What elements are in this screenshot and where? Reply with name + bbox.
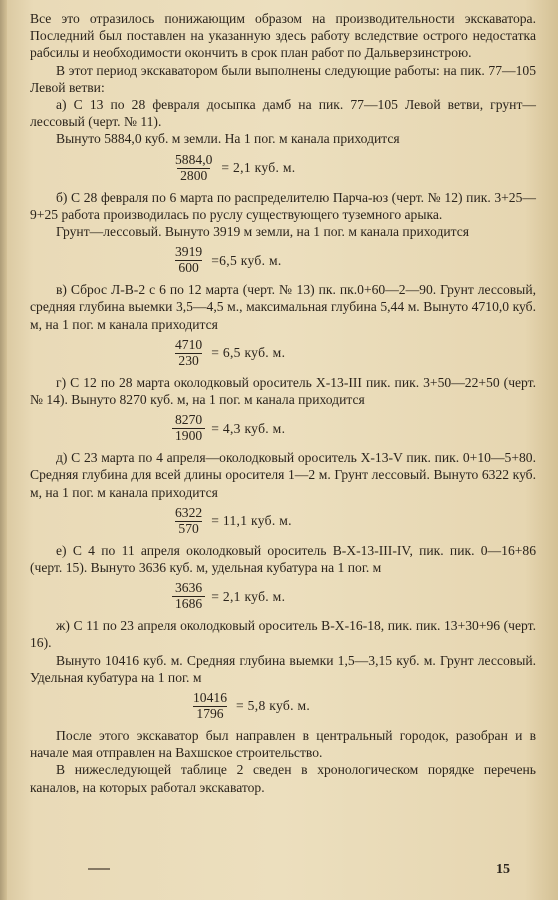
fraction-result: = 2,1 куб. м. xyxy=(211,588,286,604)
fraction-g xyxy=(30,410,536,446)
fraction-result: = 6,5 куб. м. xyxy=(211,345,286,361)
item-a: а) С 13 по 28 февраля досыпка дамб на пик. 77—105 Левой ветви, грунт—лессовый (черт. № 11). xyxy=(30,97,536,130)
fraction-denominator: 1900 xyxy=(172,428,205,443)
fraction-denominator: 570 xyxy=(175,521,201,536)
fraction-numerator: 6322 xyxy=(175,504,203,520)
fraction-b xyxy=(30,242,536,278)
fraction-denominator: 600 xyxy=(175,260,201,275)
fraction-result: =6,5 куб. м. xyxy=(211,252,282,268)
fraction-zh xyxy=(30,688,536,724)
fraction-denominator: 2800 xyxy=(177,168,210,183)
page-number: 15 xyxy=(496,861,510,877)
item-e: е) С 4 по 11 апреля околодковый ороситель В-Х-13-III-IV, пик. пик. 0—16+86 (черт. 15). Вынуто 3636 куб. м, удельная кубатура на 1 пог. м xyxy=(30,542,536,576)
fraction-denominator: 1686 xyxy=(172,596,205,611)
fraction-numerator: 8270 xyxy=(175,412,203,428)
fraction-numerator: 5884,0 xyxy=(175,151,213,167)
item-a-volume: Вынуто 5884,0 куб. м земли. На 1 пог. м канала приходится xyxy=(56,131,400,147)
fraction-d xyxy=(30,503,536,539)
paragraph-table-ref: В нижеследующей таблице 2 сведен в хронологическом порядке перечень каналов, на которых работал экскаватор. xyxy=(30,762,536,795)
item-b-volume: Грунт—лессовый. Вынуто 3919 м земли, на 1 пог. м канала приходится xyxy=(56,224,470,240)
item-b: б) С 28 февраля по 6 марта по распределителю Парча-юз (черт. № 12) пик. 3+25—9+25 работа производилась по руслу существующего туземного арыка. xyxy=(30,189,536,222)
fraction-denominator: 1796 xyxy=(193,706,226,721)
fraction-a xyxy=(30,150,536,186)
paragraph-period: В этот период экскаватором были выполнены следующие работы: на пик. 77—105 Левой ветви: xyxy=(30,62,536,95)
item-d: д) С 23 марта по 4 апреля—околодковый ороситель Х-13-V пик. пик. 0+10—5+80. Средняя глубина для всей длины оросителя 1—2 м. Грунт лессовый. Вынуто 6322 куб. м, на 1 пог. м канала приходится xyxy=(30,450,536,500)
fraction-v xyxy=(30,335,536,371)
fraction-result: = 11,1 куб. м. xyxy=(211,513,292,529)
paragraph-after: После этого экскаватор был направлен в центральный городок, разобран и в начале мая отправлен на Вахшское строительство. xyxy=(30,728,536,761)
fraction-numerator: 3636 xyxy=(175,580,203,596)
item-g: г) С 12 по 28 марта околодковый ороситель Х-13-III пик. пик. 3+50—22+50 (черт. № 14). Вынуто 8270 куб. м, на 1 пог. м канала приходится xyxy=(30,374,536,408)
paragraph-intro: Все это отразилось понижающим образом на производительности экскаватора. Последний был поставлен на указанную здесь работу вследствие острого недостатка рабсилы и необходимости окончить в срок план работ по Дальверзинстрою. xyxy=(30,11,536,61)
fraction-result: = 5,8 куб. м. xyxy=(235,698,311,714)
fraction-numerator: 3919 xyxy=(175,244,203,260)
fraction-numerator: 10416 xyxy=(193,690,227,706)
fraction-result: = 4,3 куб. м. xyxy=(211,420,286,436)
item-zh: ж) С 11 по 23 апреля околодковый ороситель В-Х-16-18, пик. пик. 13+30+96 (черт. 16). xyxy=(30,618,536,651)
fraction-numerator: 4710 xyxy=(175,336,203,352)
fraction-result: = 2,1 куб. м. xyxy=(221,160,296,176)
printed-dash-mark xyxy=(88,868,110,870)
fraction-e xyxy=(30,578,536,614)
item-zh-volume: Вынуто 10416 куб. м. Средняя глубина выемки 1,5—3,15 куб. м. Грунт лессовый. Удельная кубатура на 1 пог. м xyxy=(30,652,536,685)
fraction-denominator: 230 xyxy=(175,353,201,368)
item-v: в) Сброс Л-В-2 с 6 по 12 марта (черт. № 13) пк. пк.0+60—2—90. Грунт лессовый, средняя глубина выемки 3,5—4,5 м., максимальная глубина 5,44 м. Вынуто 4710,0 куб. м, на 1 пог. м канала приходится xyxy=(30,282,536,332)
